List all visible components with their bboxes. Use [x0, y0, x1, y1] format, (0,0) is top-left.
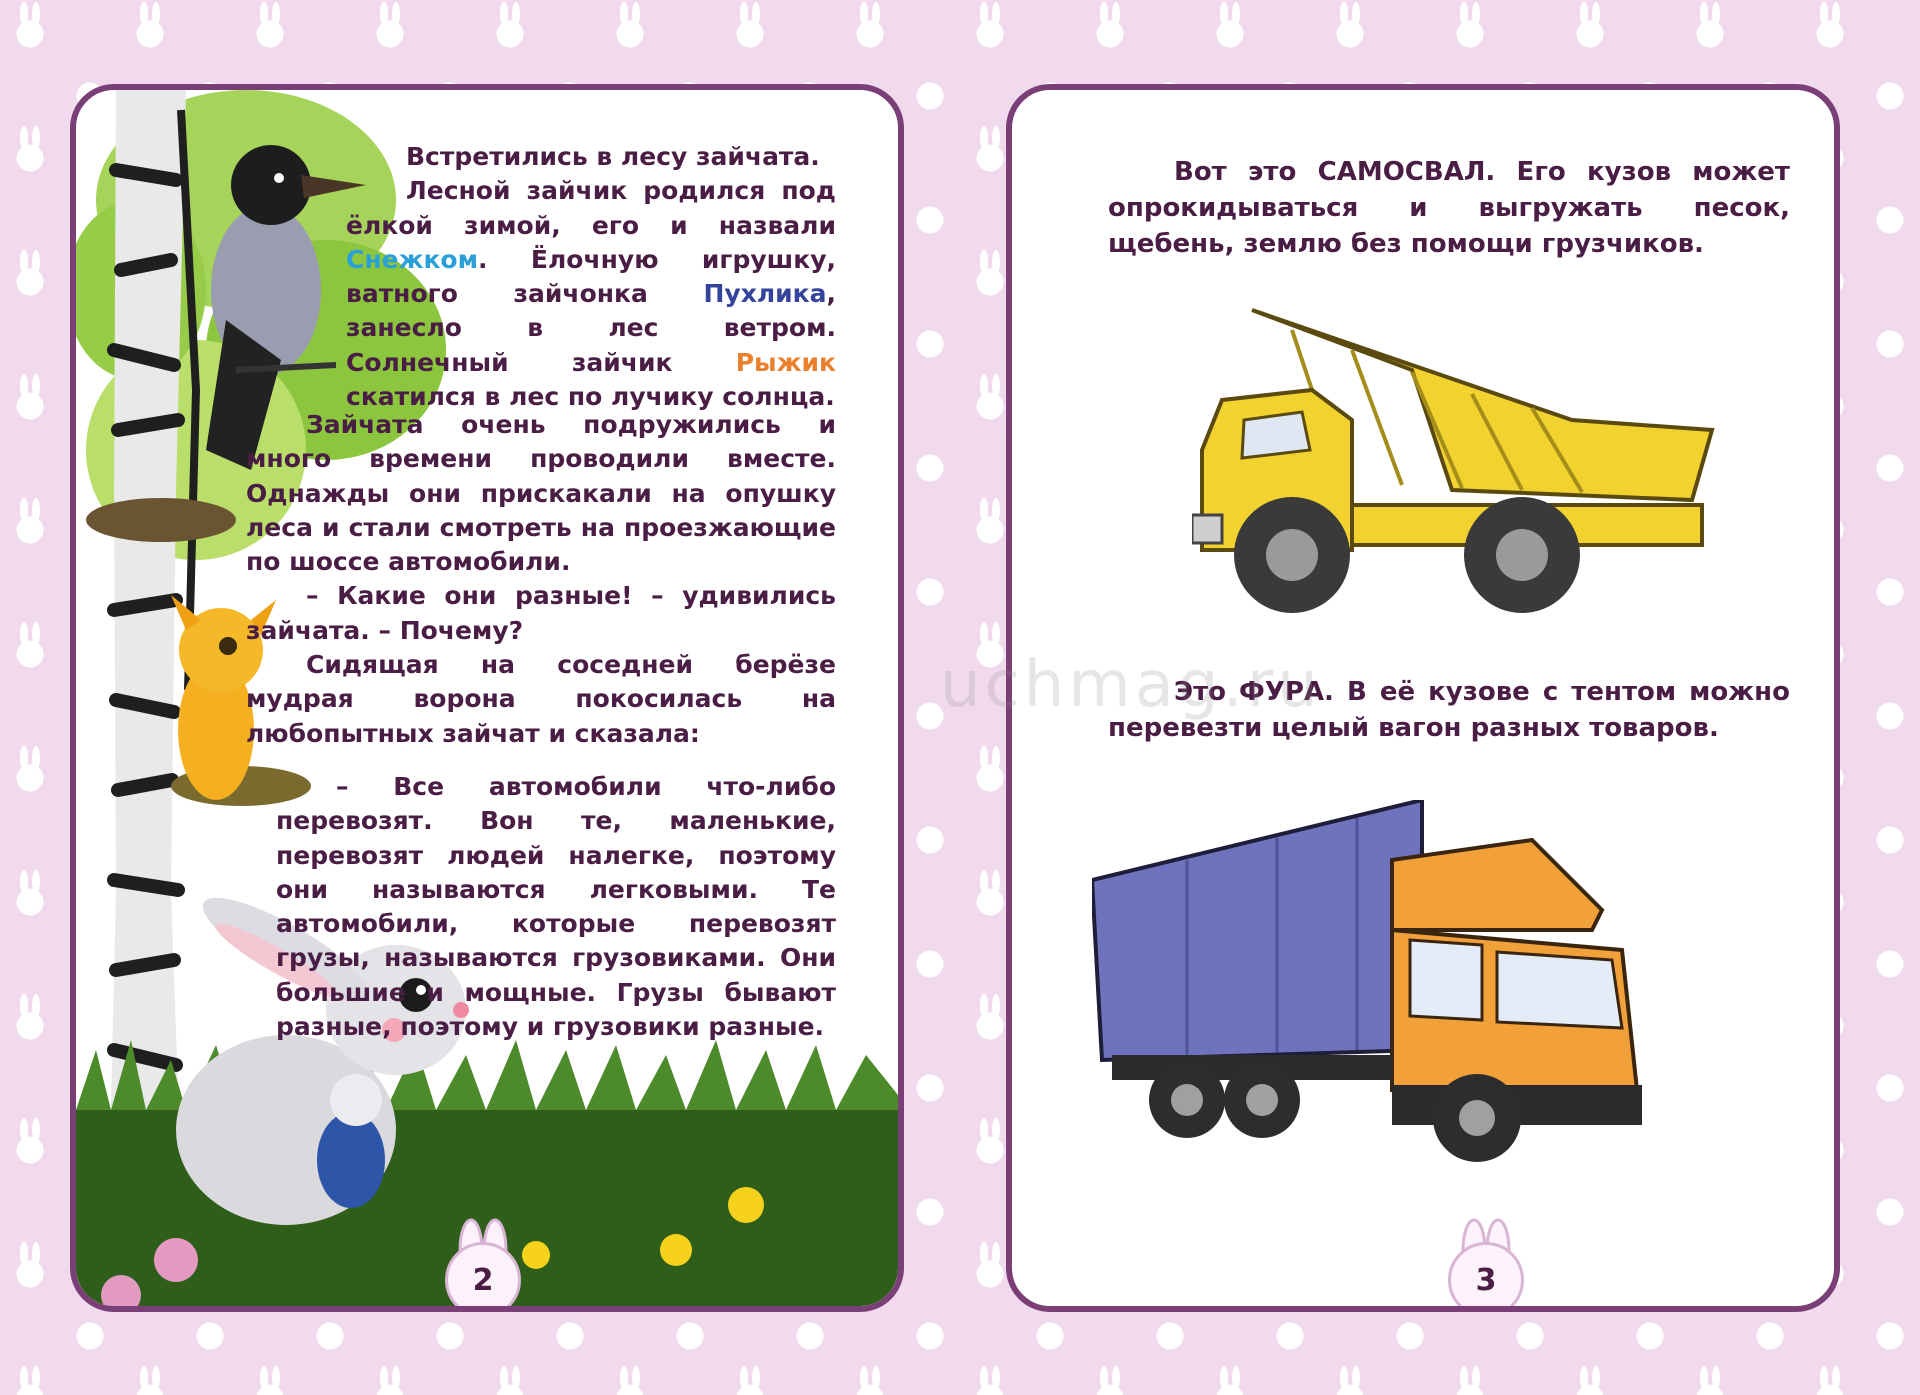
left-page	[70, 84, 904, 1312]
story-middle	[246, 408, 836, 751]
story-paragraph-2	[346, 174, 836, 414]
semi-truck-icon	[1092, 800, 1652, 1170]
story-text: скатился в лес по лучику солнца.	[346, 382, 835, 412]
right-page	[1006, 84, 1840, 1312]
dump-truck-caption	[1108, 154, 1790, 262]
name-snezhok: Снежком	[346, 244, 479, 274]
story-text: Лесной зайчик родился под ёлкой зимой, его и назвали	[346, 176, 836, 240]
story-paragraph-4: – Какие они разные! – удивились зайчата. – Почему?	[246, 581, 836, 645]
watermark: uchmag.ru	[940, 648, 1322, 722]
page-number-left: 2	[445, 1242, 521, 1312]
fura-caption	[1108, 674, 1790, 746]
story-top	[346, 140, 836, 414]
fura-text: Это ФУРА. В её кузове с тентом можно перевезти целый вагон разных товаров.	[1108, 677, 1790, 743]
story-text: , занесло в лес ветром. Солнечный зайчик	[346, 279, 836, 377]
name-ryzhik: Рыжик	[735, 347, 836, 377]
story-paragraph-3: Зайчата очень подружились и много времени проводили вместе. Однажды они прискакали на опушку леса и стали смотреть на проезжающие по шоссе автомобили.	[246, 410, 836, 577]
story-bottom	[276, 770, 836, 1044]
story-paragraph-6: – Все автомобили что-либо перевозят. Вон те, маленькие, перевозят людей налегке, поэтому они называются легковыми. Те автомобили, которые перевозят грузы, называются грузовиками. Они большие и мощные. Грузы бывают разные, поэтому и грузовики разные.	[276, 772, 836, 1042]
page-number-right: 3	[1448, 1242, 1524, 1312]
name-pukhlik: Пухлика	[703, 279, 827, 309]
dump-truck-text: Вот это САМОСВАЛ. Его кузов может опрокидываться и выгружать песок, щебень, землю без помощи грузчиков.	[1108, 157, 1790, 259]
story-text: . Ёлочную игрушку, ватного зайчонка	[346, 244, 836, 309]
story-paragraph-1: Встретились в лесу зайчата.	[406, 142, 820, 171]
story-paragraph-5: Сидящая на соседней берёзе мудрая ворона покосилась на любопытных зайчат и сказала:	[246, 650, 836, 748]
dump-truck-icon	[1192, 290, 1732, 620]
